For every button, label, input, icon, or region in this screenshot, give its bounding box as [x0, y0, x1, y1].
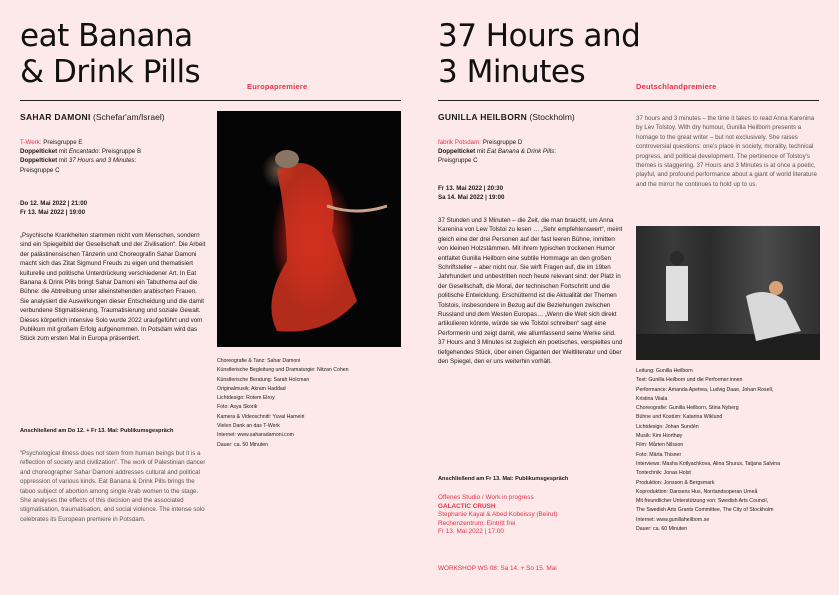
divider	[20, 100, 401, 101]
ticket-info: T-Werk: Preisgruppe E Doppelticket mit Encantado: Preisgruppe B Doppelticket mit 37 Hours and 3 Minutes: Preisgruppe C	[20, 139, 142, 174]
ticket-info: fabrik Potsdam: Preisgruppe D Doppelticket mit Eat Banana & Drink Pills: Preisgruppe C	[438, 139, 556, 165]
europapremiere-label: Europapremiere	[247, 82, 308, 91]
title-eat-banana: eat Banana & Drink Pills	[20, 18, 201, 90]
credits-right: Leitung: Gunilla Heilborn Text: Gunilla Heilborn und die Performer:innen Performance: Amanda Apetrea, Ludvig Daae, Johan Rosell, Kristina Viiala Choreografie: Gunilla Heilborn, Stina Nyberg Bühne und Kostüm: Katarina Wiklund Lichtdesign: Johan Sundén Musik: Kim Hiorthøy Film: Mårten Nilsson Foto: Märta Thisner Interviews: Masha Kotlyachkova, Alina Shurux, Tatjana Salvina Tontechnik: Jonas Holst Produktion: Jonsson & Bergsmark Koproduktion: Dansens Hus, Norrlandsoperan Umeå Mit freundlicher Unterstützung von: Swedish Arts Council, The Swedish Arts Grants Committee, The City of Stockholm Internet: www.gunillaheilborn.se Dauer: ca. 60 Minuten	[636, 368, 781, 533]
dates: Fr 13. Mai 2022 | 20:30 Sa 14. Mai 2022 | 19:00	[438, 185, 505, 202]
open-studio: Offenes Studio / Work in progress GALACTIC CRUSH Stephanie Kayal & Abed Kobeissy (Beirut) Rechenzentrum: Eintritt frei Fr 13. Mai 2022 | 17:00	[438, 494, 558, 536]
english-description: 37 hours and 3 minutes – the time it takes to read Anna Karenina by Lev Tolstoy. With dry humour, Gunilla Heilborn presents a homage to the great writer – but not exclusively. She raises controversial questions: one's place in society, morality, technical progress, and political development. The pertinence of Tolstoy's themes is staggering. 37 Hours and 3 Minutes is at once a poetic, playful, and profound performance about a giant of world literature and the mirror he continues to hold up to us.	[636, 115, 817, 188]
workshop-note: WORKSHOP WS 08: Sa 14. + So 15. Mai	[438, 565, 557, 572]
title-37-hours: 37 Hours and 3 Minutes	[438, 18, 641, 90]
artist-heading: SAHAR DAMONI (Schefar'am/Israel)	[20, 112, 165, 122]
english-description: “Psychological illness does not stem from human beings but it is a reflection of society and civilization”. The work of Palestinian dancer and choreographer Sahar Damoni addresses cultural and political oppression of various kinds. Eat Banana & Drink Pills brings the taboo subject of abortion among single Arab women to the stage. She analyses the effects of this decision and the associated stigmatisation, traumatisation, and social violence. The intense solo celebrates its European premiere in Potsdam.	[20, 450, 206, 523]
credits-left: Choreografie & Tanz: Sahar Damoni Künstlerische Begleitung und Dramaturgie: Nitzan Cohen Künstlerische Beratung: Sarah Holcman Originalmusik: Akram Haddad Lichtdesign: Rotem Elroy Foto: Asya Skorik Kamera & Videoschnitt: Yuval Hameiri Vielen Dank an das T-Werk Internet: www.saharadamoni.com Dauer: ca. 50 Minuten	[217, 358, 349, 448]
dancer-figure	[217, 111, 401, 347]
performers-figures	[636, 226, 820, 360]
artist-heading: GUNILLA HEILBORN (Stockholm)	[438, 112, 575, 122]
german-description: „Psychische Krankheiten stammen nicht vom Menschen, sondern sind ein Spiegelbild der Gesellschaft und der Zivilisation“. Die Arbeit der palästinensischen Tänzerin und Choreografin Sahar Damoni macht sich das Zitat Sigmund Freuds zu eigen und thematisiert kulturelle und politische Unterdrückung verschiedener Art. In Eat Banana & Drink Pills bringt Sahar Damoni ein Tabuthema auf die Bühne: die Abtreibung unter alleinstehenden arabischen Frauen. Sie analysiert die Auswirkungen dieser Entscheidung und die damit verbundene Stigmatisierung, Traumatisierung und soziale Gewalt. Dieses körperlich intensive Solo wurde 2022 uraufgeführt und vom Publikum mit großem Erfolg aufgenommen. In Potsdam wird das Stück zum ersten Mal in Europa präsentiert.	[20, 232, 206, 343]
talk-note: Anschließend am Do 12. + Fr 13. Mai: Publikumsgespräch	[20, 428, 174, 434]
talk-note: Anschließend am Fr 13. Mai: Publikumsgespräch	[438, 476, 569, 482]
dancer-photo	[217, 111, 401, 347]
deutschlandpremiere-label: Deutschlandpremiere	[636, 82, 717, 91]
divider	[438, 100, 819, 101]
german-description: 37 Stunden und 3 Minuten – die Zeit, die man braucht, um Anna Karenina von Lew Tolstoi zu lesen … „Sehr empfehlenswert“, meint gleich eine der drei Personen auf der fast leeren Bühne, inmitten von kleinen Holzstämmen. Mit ihrem typischen trockenen Humor entfaltet Gunilla Heilborn eine subtile Hommage an den großen Schriftsteller – aber nicht nur. Sie wirft Fragen auf, die im 19ten Jahrhundert und unbestritten noch heute relevant sind: der Platz in der Gesellschaft, die Moral, der technischen Fortschritt und die politische Entwicklung. Erschütternd ist die Aktualität der Themen Tolstois, insbesondere in Bezug auf die Beziehungen zwischen Russland und dem Westen Europas… „Wenn die Welt sich direkt artikulieren könnte, würde sie wie Tolstoi schreiben“ sagt eine Performerin und zeigt damit, wie allumfassend seine Werke sind. 37 Hours and 3 Minutes ist zugleich ein poetisches, verspieltes und tiefgehendes Stück, über einen Giganten der Weltliteratur und über den Spiegel, den er uns weiterhin vorhält.	[438, 217, 623, 366]
dates: Do 12. Mai 2022 | 21:00 Fr 13. Mai 2022 | 19:00	[20, 200, 88, 217]
performers-photo	[636, 226, 820, 360]
